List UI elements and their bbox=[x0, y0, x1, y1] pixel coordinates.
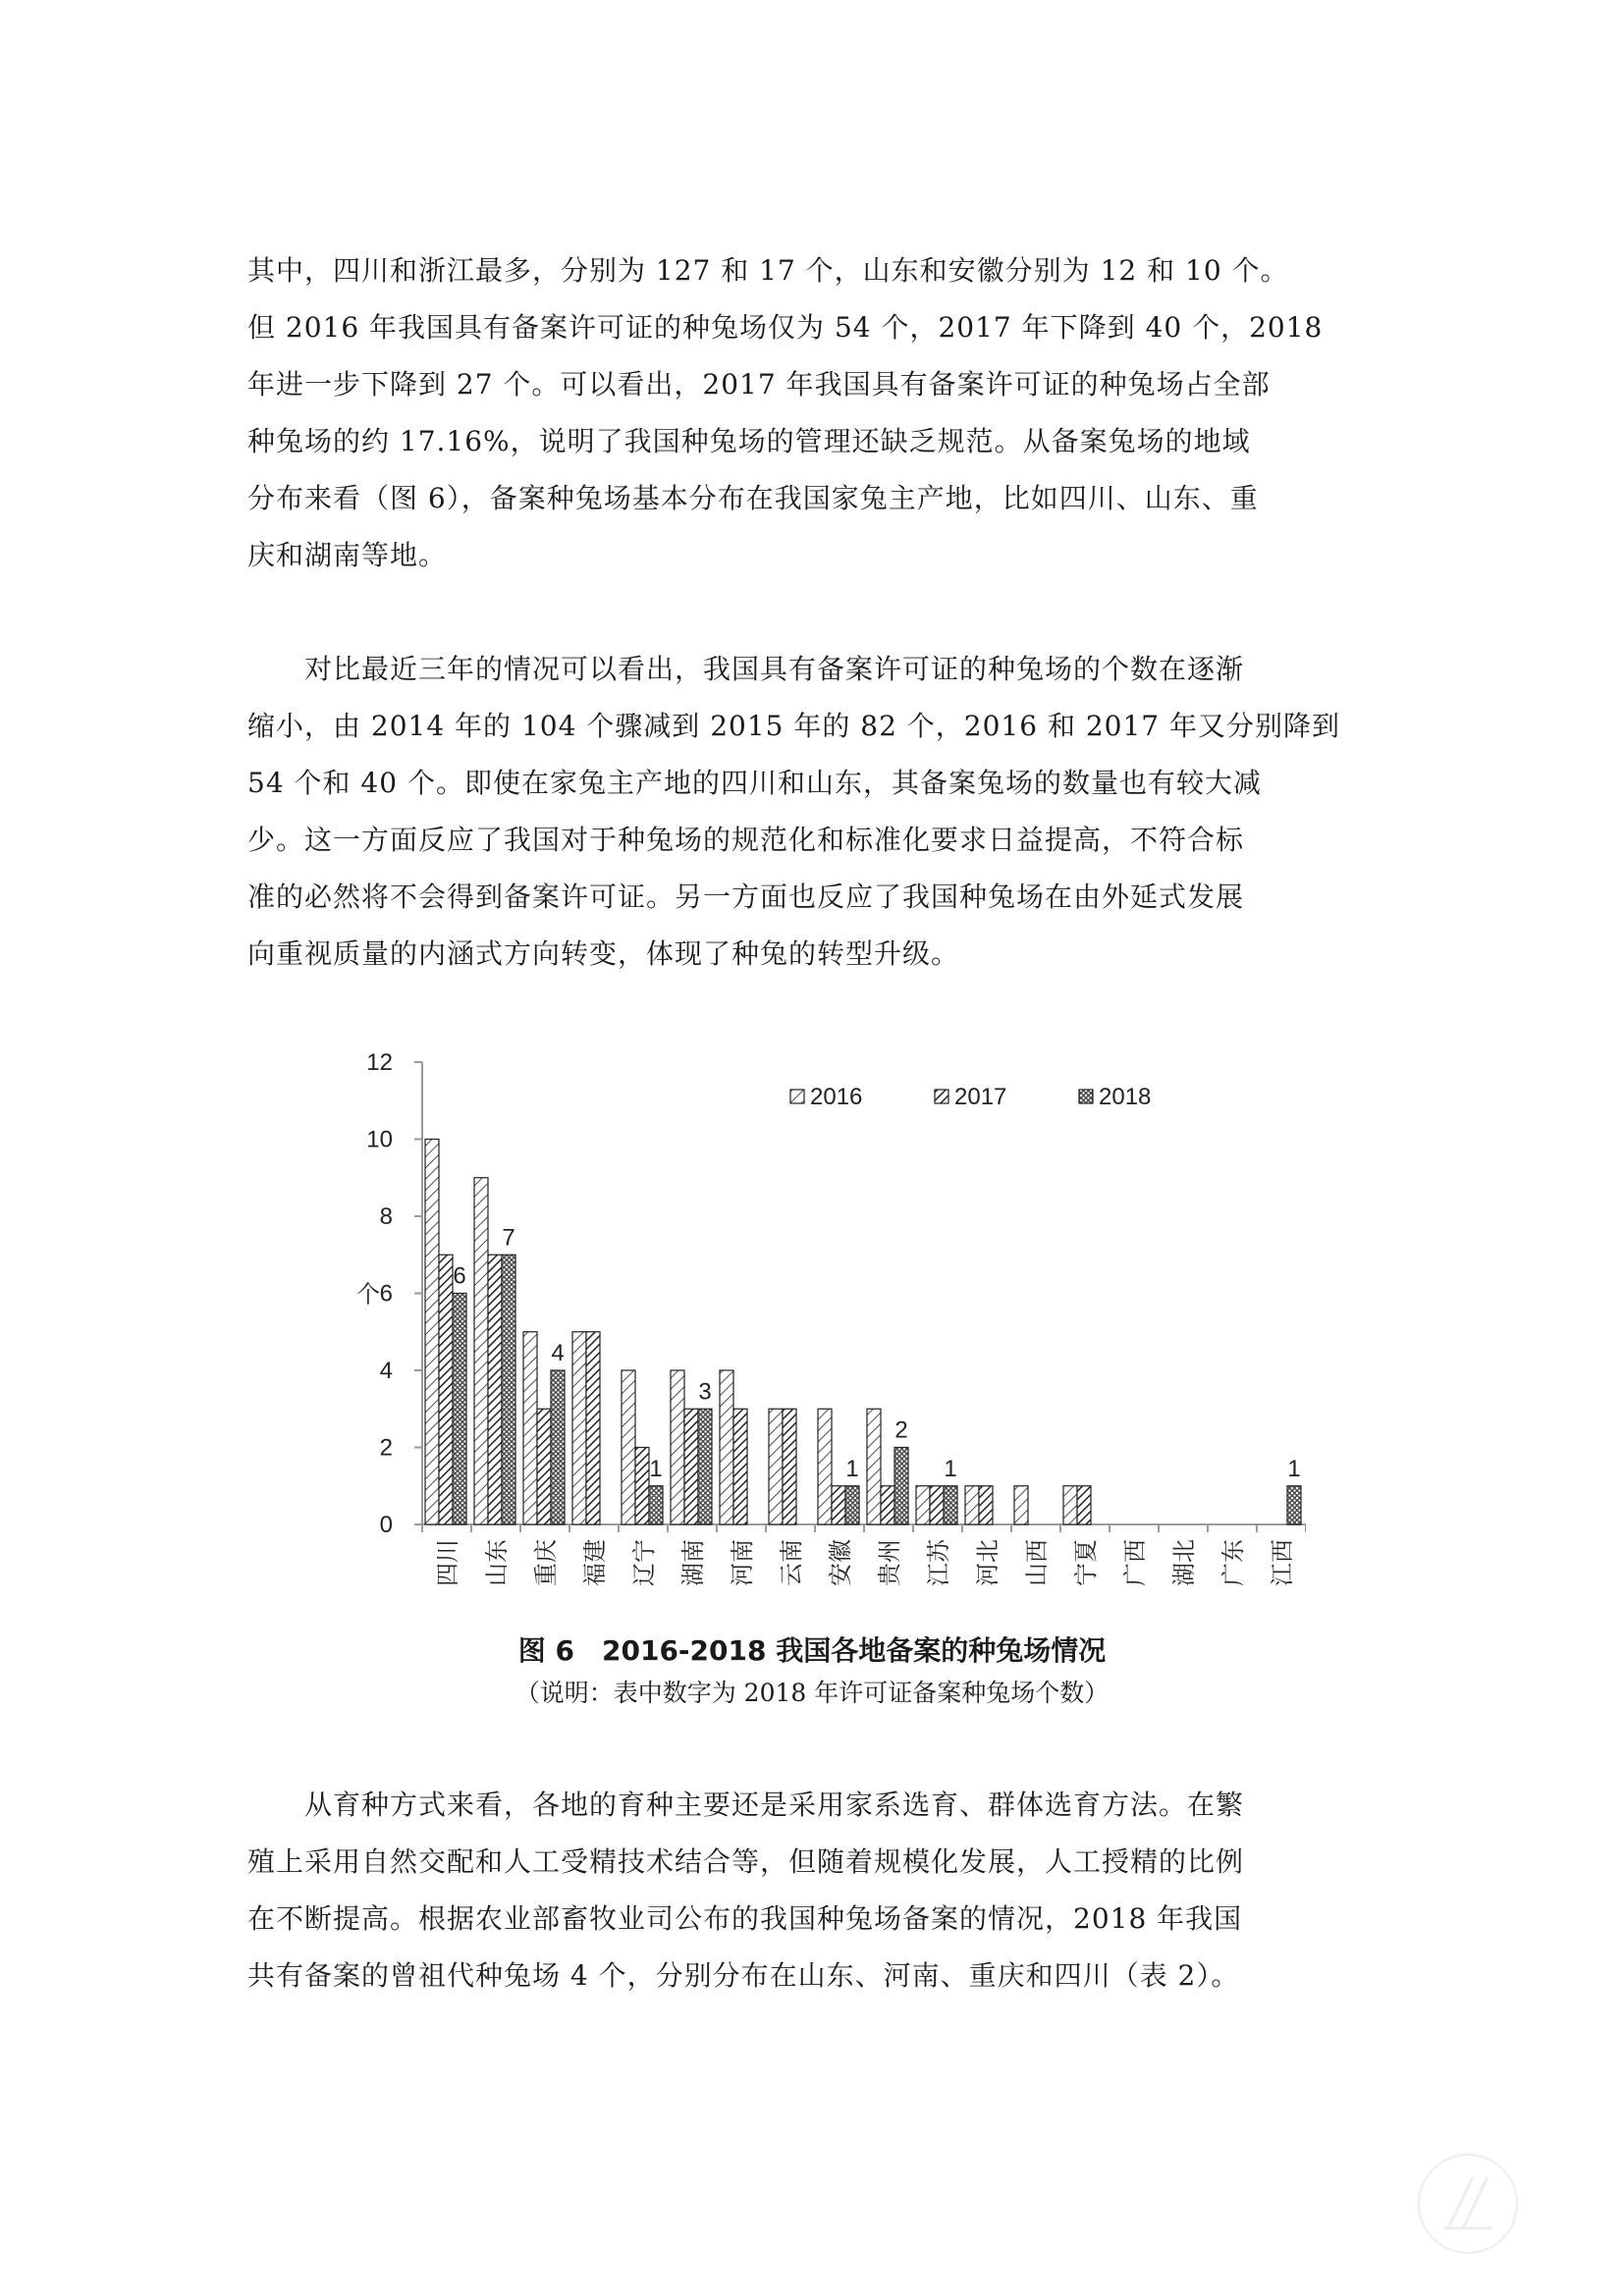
legend-swatch-2018 bbox=[1079, 1090, 1093, 1103]
x-tick-label: 辽宁 bbox=[630, 1539, 658, 1586]
bar-2018-重庆 bbox=[551, 1370, 565, 1524]
data-label-2018: 7 bbox=[502, 1224, 515, 1252]
paragraph-line: 分布来看（图 6），备案种兔场基本分布在我国家兔主产地，比如四川、山东、重 bbox=[247, 482, 1259, 514]
bar-2018-山东 bbox=[502, 1255, 515, 1524]
x-tick-label: 江西 bbox=[1269, 1539, 1296, 1586]
x-tick-label: 湖北 bbox=[1170, 1539, 1198, 1586]
legend-label-2017: 2017 bbox=[954, 1084, 1007, 1110]
bar-2018-江苏 bbox=[944, 1486, 957, 1524]
bar-2016-安徽 bbox=[818, 1409, 832, 1524]
bar-2018-辽宁 bbox=[649, 1486, 663, 1524]
bar-2016-河南 bbox=[720, 1370, 733, 1524]
bar-chart bbox=[324, 1036, 1306, 1605]
paragraph-2 bbox=[247, 641, 1386, 983]
data-label-2018: 1 bbox=[1287, 1455, 1301, 1482]
bar-2016-四川 bbox=[425, 1140, 439, 1525]
paragraph-line: 少。这一方面反应了我国对于种兔场的规范化和标准化要求日益提高，不符合标 bbox=[247, 824, 1245, 856]
data-label-2018: 1 bbox=[845, 1455, 859, 1482]
x-tick-label: 重庆 bbox=[532, 1539, 560, 1586]
bar-2018-江西 bbox=[1287, 1486, 1301, 1524]
paragraph-line: 种兔场的约 17.16%，说明了我国种兔场的管理还缺乏规范。从备案兔场的地域 bbox=[247, 425, 1251, 457]
chart-legend bbox=[790, 1084, 1151, 1110]
figure-note: （说明：表中数字为 2018 年许可证备案种兔场个数） bbox=[514, 1679, 1110, 1707]
paragraph-line: 向重视质量的内涵式方向转变，体现了种兔的转型升级。 bbox=[247, 937, 960, 970]
bar-2016-江苏 bbox=[916, 1486, 930, 1524]
paragraph-line: 从育种方式来看，各地的育种主要还是采用家系选育、群体选育方法。在繁 bbox=[247, 1789, 1245, 1821]
paragraph-line: 其中，四川和浙江最多，分别为 127 和 17 个，山东和安徽分别为 12 和 10 个。 bbox=[247, 254, 1289, 287]
bar-2017-辽宁 bbox=[635, 1448, 649, 1525]
paragraph-line: 54 个和 40 个。即使在家兔主产地的四川和山东，其备案兔场的数量也有较大减 bbox=[247, 767, 1262, 799]
bar-2017-福建 bbox=[586, 1332, 600, 1524]
bar-2017-湖南 bbox=[684, 1409, 698, 1524]
paragraph-line: 在不断提高。根据农业部畜牧业司公布的我国种兔场备案的情况，2018 年我国 bbox=[247, 1902, 1243, 1935]
y-axis-label: 个 bbox=[356, 1280, 380, 1308]
watermark-logo bbox=[1414, 2150, 1522, 2258]
legend-swatch-2017 bbox=[935, 1090, 948, 1103]
y-tick-label: 6 bbox=[379, 1280, 393, 1308]
bar-2016-山东 bbox=[474, 1178, 488, 1524]
bar-2018-安徽 bbox=[845, 1486, 859, 1524]
paragraph-line: 缩小，由 2014 年的 104 个骤减到 2015 年的 82 个，2016 和 2017 年又分别降到 bbox=[247, 710, 1341, 742]
y-tick-label: 8 bbox=[379, 1203, 393, 1230]
paragraph-line: 准的必然将不会得到备案许可证。另一方面也反应了我国种兔场在由外延式发展 bbox=[247, 881, 1245, 913]
x-tick-label: 湖南 bbox=[679, 1539, 707, 1586]
data-label-2018: 3 bbox=[698, 1378, 712, 1406]
x-tick-label: 宁夏 bbox=[1072, 1539, 1100, 1586]
data-label-2018: 6 bbox=[453, 1262, 466, 1290]
bar-2017-重庆 bbox=[537, 1409, 551, 1524]
bar-2016-云南 bbox=[769, 1409, 783, 1524]
bar-2017-河北 bbox=[979, 1486, 993, 1524]
legend-label-2016: 2016 bbox=[810, 1084, 863, 1110]
paragraph-line: 庆和湖南等地。 bbox=[247, 539, 448, 571]
bar-2017-贵州 bbox=[881, 1486, 894, 1524]
x-tick-label: 云南 bbox=[778, 1539, 805, 1586]
paragraph-line: 对比最近三年的情况可以看出，我国具有备案许可证的种兔场的个数在逐渐 bbox=[247, 653, 1245, 685]
paragraph-line: 共有备案的曾祖代种兔场 4 个，分别分布在山东、河南、重庆和四川（表 2）。 bbox=[247, 1959, 1240, 1992]
bar-2017-云南 bbox=[783, 1409, 796, 1524]
data-label-2018: 4 bbox=[551, 1340, 565, 1366]
x-tick-label: 河北 bbox=[974, 1539, 1001, 1586]
bar-2016-河北 bbox=[965, 1486, 979, 1524]
bar-2016-辽宁 bbox=[622, 1370, 635, 1524]
bar-2017-江苏 bbox=[930, 1486, 944, 1524]
figure-caption: 图 6 2016-2018 我国各地备案的种兔场情况 bbox=[517, 1634, 1107, 1667]
data-label-2018: 2 bbox=[894, 1416, 908, 1444]
legend-label-2018: 2018 bbox=[1099, 1084, 1152, 1110]
bar-2017-安徽 bbox=[832, 1486, 845, 1524]
x-tick-label: 贵州 bbox=[876, 1539, 903, 1586]
y-tick-label: 12 bbox=[366, 1049, 393, 1076]
bar-2018-贵州 bbox=[894, 1448, 908, 1525]
bar-2017-山东 bbox=[488, 1255, 502, 1524]
x-tick-label: 河南 bbox=[729, 1539, 756, 1586]
y-tick-label: 4 bbox=[379, 1358, 393, 1384]
bar-2016-湖南 bbox=[671, 1370, 684, 1524]
paragraph-line: 殖上采用自然交配和人工受精技术结合等，但随着规模化发展，人工授精的比例 bbox=[247, 1845, 1245, 1878]
x-tick-label: 广东 bbox=[1219, 1539, 1247, 1586]
paragraph-line: 但 2016 年我国具有备案许可证的种兔场仅为 54 个，2017 年下降到 40 个，2018 bbox=[247, 311, 1324, 344]
x-tick-label: 江苏 bbox=[925, 1539, 952, 1586]
bar-2018-湖南 bbox=[698, 1409, 712, 1524]
x-tick-label: 山东 bbox=[483, 1539, 511, 1586]
paragraph-1 bbox=[247, 242, 1386, 584]
bar-2017-四川 bbox=[439, 1255, 453, 1524]
bar-2016-重庆 bbox=[523, 1332, 537, 1524]
bar-2016-山西 bbox=[1014, 1486, 1028, 1524]
legend-swatch-2016 bbox=[790, 1090, 804, 1103]
bar-2016-福建 bbox=[572, 1332, 586, 1524]
paragraph-3 bbox=[247, 1777, 1386, 2004]
bar-2016-贵州 bbox=[867, 1409, 881, 1524]
y-tick-label: 10 bbox=[366, 1126, 393, 1153]
bar-2018-四川 bbox=[453, 1294, 466, 1525]
data-label-2018: 1 bbox=[944, 1455, 957, 1482]
paragraph-line: 年进一步下降到 27 个。可以看出，2017 年我国具有备案许可证的种兔场占全部 bbox=[247, 368, 1271, 400]
chart-bars bbox=[425, 1140, 1301, 1525]
x-tick-label: 四川 bbox=[434, 1539, 461, 1586]
bar-2016-宁夏 bbox=[1063, 1486, 1077, 1524]
data-label-2018: 1 bbox=[649, 1455, 663, 1482]
y-tick-label: 2 bbox=[379, 1434, 393, 1462]
bar-2017-河南 bbox=[733, 1409, 747, 1524]
x-tick-label: 安徽 bbox=[827, 1539, 854, 1586]
x-tick-label: 山西 bbox=[1023, 1539, 1051, 1586]
x-tick-label: 广西 bbox=[1121, 1539, 1149, 1586]
bar-2017-宁夏 bbox=[1077, 1486, 1091, 1524]
x-tick-label: 福建 bbox=[581, 1539, 609, 1586]
y-tick-label: 0 bbox=[379, 1512, 393, 1538]
